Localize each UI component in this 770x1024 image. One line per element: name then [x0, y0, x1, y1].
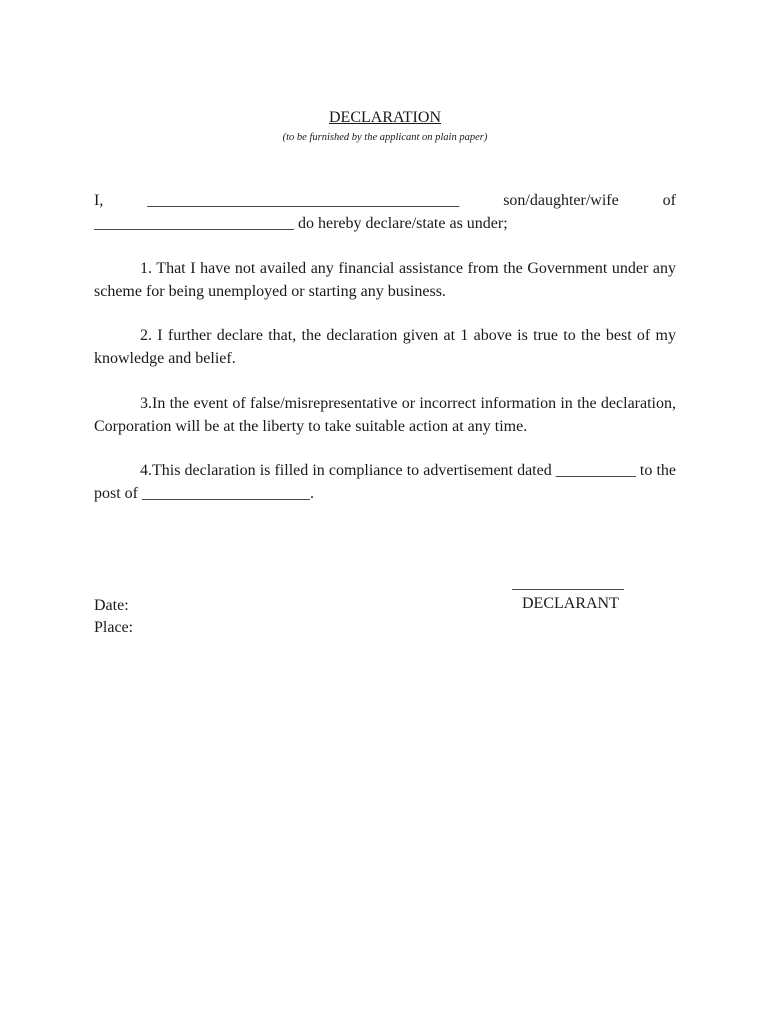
relation-text: son/daughter/wife [503, 192, 619, 209]
clause-1: 1. That I have not availed any financial assistance from the Government under any scheme for being unemployed or starting any business. [94, 260, 676, 300]
intro-line-2: _________________________ do hereby declare/state as under; [94, 215, 508, 232]
place-label: Place: [94, 619, 134, 636]
intro-line-1 [94, 189, 676, 212]
date-label: Date: [94, 597, 129, 614]
signature-line: ______________ [512, 575, 624, 592]
clause-3: 3.In the event of false/misrepresentative or incorrect information in the declaration, Corporation will be at the liberty to take suitable action at any time. [94, 395, 676, 435]
intro-paragraph [94, 189, 676, 235]
of-text: of [662, 192, 676, 209]
clause-2: 2. I further declare that, the declaration given at 1 above is true to the best of my knowledge and belief. [94, 327, 676, 367]
clause-4: 4.This declaration is filled in compliance to advertisement dated __________ to the post of _____________________. [94, 462, 676, 502]
document-subtitle: (to be furnished by the applicant on plain paper) [282, 132, 488, 143]
declarant-label: DECLARANT [522, 595, 619, 612]
document-title: DECLARATION [329, 109, 441, 126]
intro-pronoun: I, [94, 192, 104, 209]
name-blank: _______________________________________ [147, 192, 460, 209]
